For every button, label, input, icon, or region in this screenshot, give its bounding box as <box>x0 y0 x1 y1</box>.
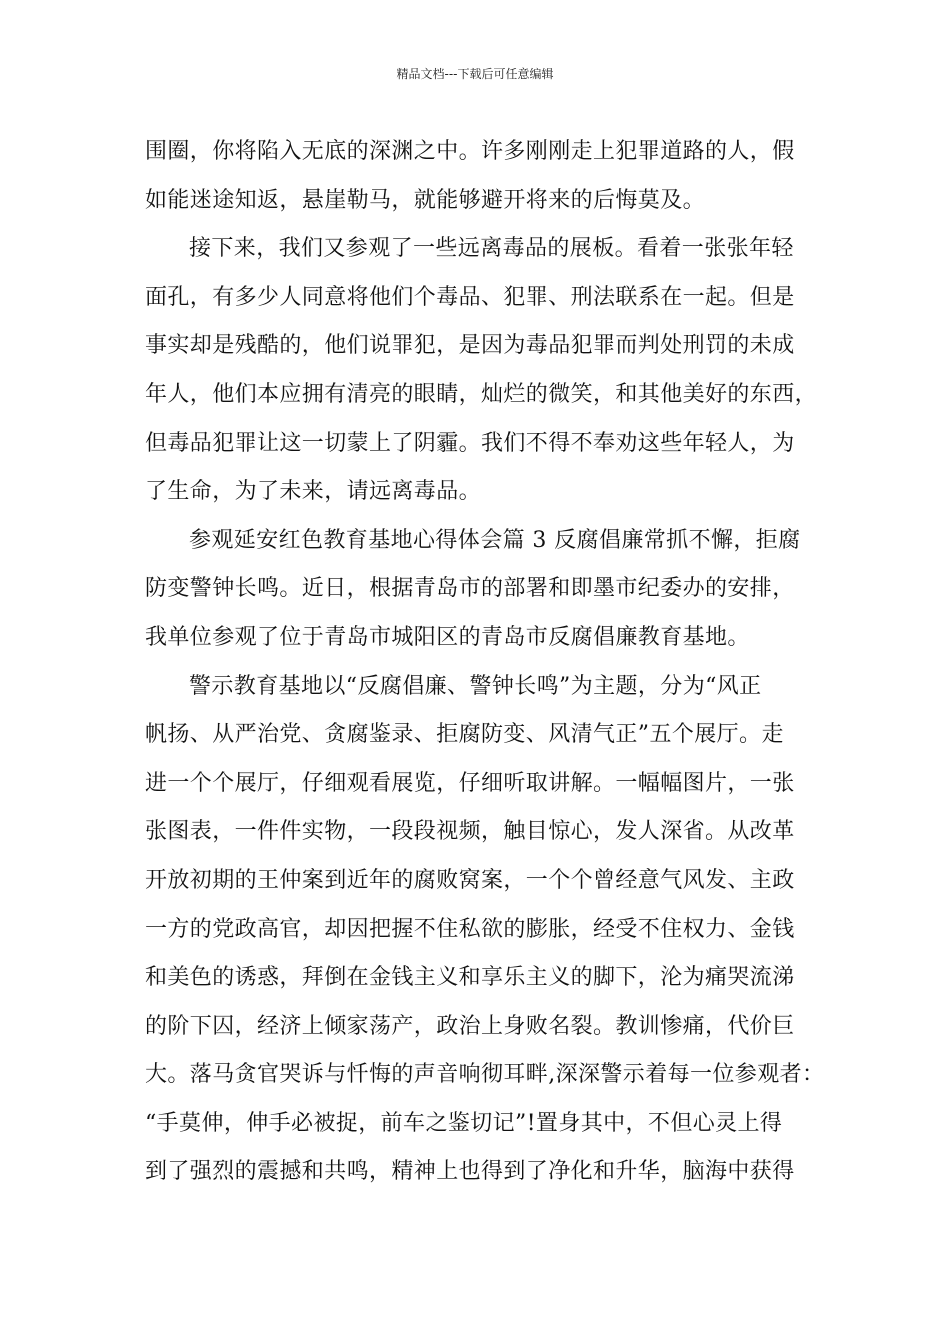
text-line: 年人，他们本应拥有清亮的眼睛，灿烂的微笑，和其他美好的东西， <box>145 381 818 407</box>
page-header: 精品文档---下载后可任意编辑 <box>396 67 554 81</box>
paragraph-start-line: 警示教育基地以“反腐倡廉、警钟长鸣”为主题，分为“风正 <box>189 673 762 699</box>
text-line: 事实却是残酷的，他们说罪犯，是因为毒品犯罪而判处刑罚的未成 <box>145 333 795 359</box>
text-line: 我单位参观了位于青岛市城阳区的青岛市反腐倡廉教育基地。 <box>145 624 750 650</box>
paragraph-start-line: 接下来，我们又参观了一些远离毒品的展板。看着一张张年轻 <box>189 236 794 262</box>
text-line: 到了强烈的震撼和共鸣，精神上也得到了净化和升华，脑海中获得 <box>145 1159 795 1185</box>
text-line: 大。落马贪官哭诉与忏悔的声音响彻耳畔,深深警示着每一位参观者： <box>145 1062 825 1088</box>
text-line: 和美色的诱惑，拜倒在金钱主义和享乐主义的脚下，沦为痛哭流涕 <box>145 965 795 991</box>
text-line: 了生命，为了未来，请远离毒品。 <box>145 479 482 505</box>
text-line: 面孔，有多少人同意将他们个毒品、犯罪、刑法联系在一起。但是 <box>145 284 795 310</box>
text-line: 的阶下囚，经济上倾家荡产，政治上身败名裂。教训惨痛，代价巨 <box>145 1013 795 1039</box>
text-line: 进一个个展厅，仔细观看展览，仔细听取讲解。一幅幅图片，一张 <box>145 770 795 796</box>
text-line: 如能迷途知返，悬崖勒马，就能够避开将来的后悔莫及。 <box>145 187 706 213</box>
document-body <box>145 128 825 1197</box>
paragraph-start-line: 参观延安红色教育基地心得体会篇 3 反腐倡廉常抓不懈，拒腐 <box>189 527 801 553</box>
text-line: 张图表，一件件实物，一段段视频，触目惊心，发人深省。从改革 <box>145 819 795 845</box>
text-line: 开放初期的王仲案到近年的腐败窝案，一个个曾经意气风发、主政 <box>145 867 795 893</box>
text-line: 但毒品犯罪让这一切蒙上了阴霾。我们不得不奉劝这些年轻人，为 <box>145 430 795 456</box>
text-line: 防变警钟长鸣。近日，根据青岛市的部署和即墨市纪委办的安排， <box>145 576 795 602</box>
text-line: “手莫伸，伸手必被捉，前车之鉴切记”!置身其中，不但心灵上得 <box>145 1110 783 1136</box>
text-line: 围圈，你将陷入无底的深渊之中。许多刚刚走上犯罪道路的人，假 <box>145 139 795 164</box>
text-line: 帆扬、从严治党、贪腐鉴录、拒腐防变、风清气正”五个展厅。走 <box>145 722 784 748</box>
text-line: 一方的党政高官，却因把握不住私欲的膨胀，经受不住权力、金钱 <box>145 916 795 942</box>
